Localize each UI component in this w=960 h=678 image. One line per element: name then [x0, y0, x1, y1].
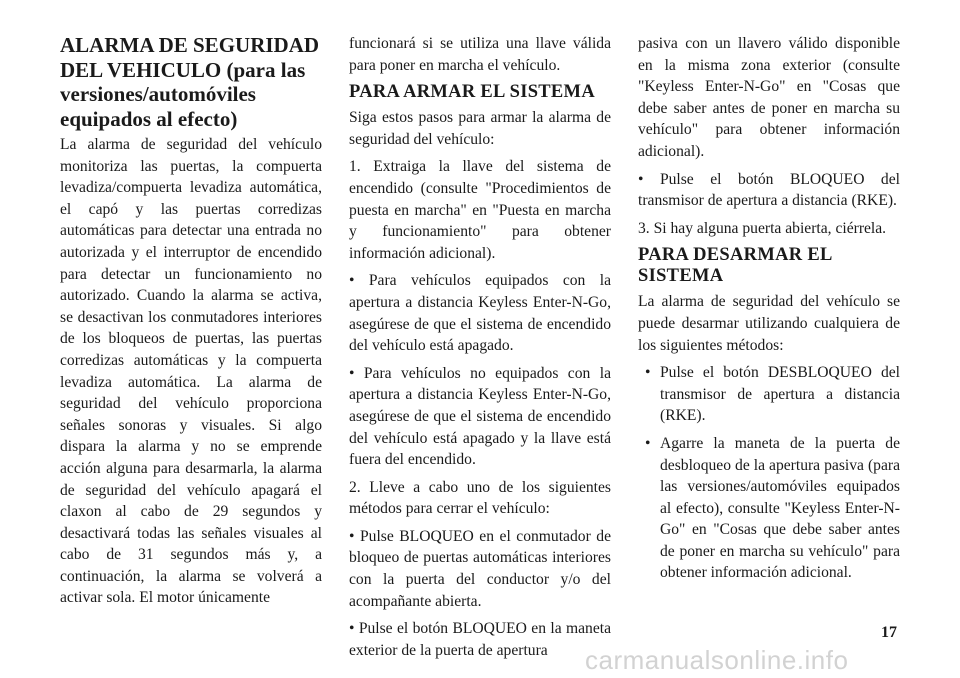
watermark: carmanualsonline.info: [585, 645, 849, 675]
arm-step-2-door-handle: • Pulse el botón BLOQUEO en la maneta exterior de la puerta de apertura: [349, 620, 611, 659]
arm-intro: Siga estos pasos para armar la alarma de seguridad del vehículo:: [349, 109, 611, 148]
column-3: [638, 33, 900, 590]
arm-step-2-door-handle-continued: pasiva con un llavero válido disponible en la misma zona exterior (consulte "Keyless Enter-N-Go" en "Cosas que debe saber antes de poner en marcha su vehículo" para obtener información adicional).: [638, 35, 900, 160]
heading-disarm-system: PARA DESARMAR EL SISTEMA: [638, 245, 832, 287]
list-item: • Pulse el botón DESBLOQUEO del transmisor de apertura a distancia (RKE).: [638, 362, 900, 427]
list-item: • Agarre la maneta de la puerta de desbloqueo de la apertura pasiva (para las versiones/automóviles equipados al efecto), consulte "Keyless Enter-N-Go" en "Cosas que debe saber antes de poner en marcha su vehículo" para obtener información adicional.: [638, 433, 900, 584]
arm-step-2: 2. Lleve a cabo uno de los siguientes métodos para cerrar el vehículo:: [349, 478, 611, 518]
column-2: [349, 33, 611, 667]
page-number: 17: [881, 624, 897, 641]
heading-arm-system: PARA ARMAR EL SISTEMA: [349, 82, 595, 103]
arm-step-1-keyless: • Para vehículos equipados con la apertura a distancia Keyless Enter-N-Go, asegúrese de que el sistema de encendido del vehículo está apagado.: [349, 272, 611, 355]
arm-step-2-lock-switch: • Pulse BLOQUEO en el conmutador de bloqueo de puertas automáticas interiores con la puerta del conductor y/o del acompañante abierta.: [349, 527, 611, 610]
disarm-methods-list: [638, 362, 900, 584]
arm-step-1: 1. Extraiga la llave del sistema de encendido (consulte "Procedimientos de puesta en marcha" en "Puesta en marcha y funcionamiento" para obtener información adicional).: [349, 158, 611, 262]
alarm-description: La alarma de seguridad del vehículo monitoriza las puertas, la compuerta levadiza/compuerta levadiza automática, el capó y las puertas corredizas automáticas para detectar una entrada no autorizada y el interruptor de encendido para detectar un funcionamiento no autorizado. Cuando la alarma se activa, se desactivan los conmutadores interiores de los bloqueos de puertas, las puertas corredizas automáticas y la compuerta levadiza automática. La alarma de seguridad del vehículo proporciona señales sonoras y visuales. Si algo dispara la alarma y no se emprende acción alguna para desarmarla, la alarma de seguridad del vehículo apagará el claxon al cabo de 29 segundos y desactivará todas las señales visuales al cabo de 31 segundos más y, a continuación, la alarma se volverá a activar sola. El motor únicamente: [60, 136, 322, 607]
alarm-description-continued: funcionará si se utiliza una llave válida para poner en marcha el vehículo.: [349, 35, 611, 74]
section-title-alarm: ALARMA DE SEGURIDAD DEL VEHICULO (para las versiones/automóviles equipados al efecto): [60, 33, 320, 131]
arm-step-3: 3. Si hay alguna puerta abierta, ciérrela.: [638, 219, 887, 237]
arm-step-1-no-keyless: • Para vehículos no equipados con la apertura a distancia Keyless Enter-N-Go, asegúrese de que el sistema de encendido del vehículo está apagado y la llave está fuera del encendido.: [349, 364, 611, 469]
disarm-intro: La alarma de seguridad del vehículo se puede desarmar utilizando cualquiera de los siguientes métodos:: [638, 293, 900, 354]
arm-step-2-rke: • Pulse el botón BLOQUEO del transmisor de apertura a distancia (RKE).: [638, 170, 900, 210]
column-1: [60, 33, 322, 615]
